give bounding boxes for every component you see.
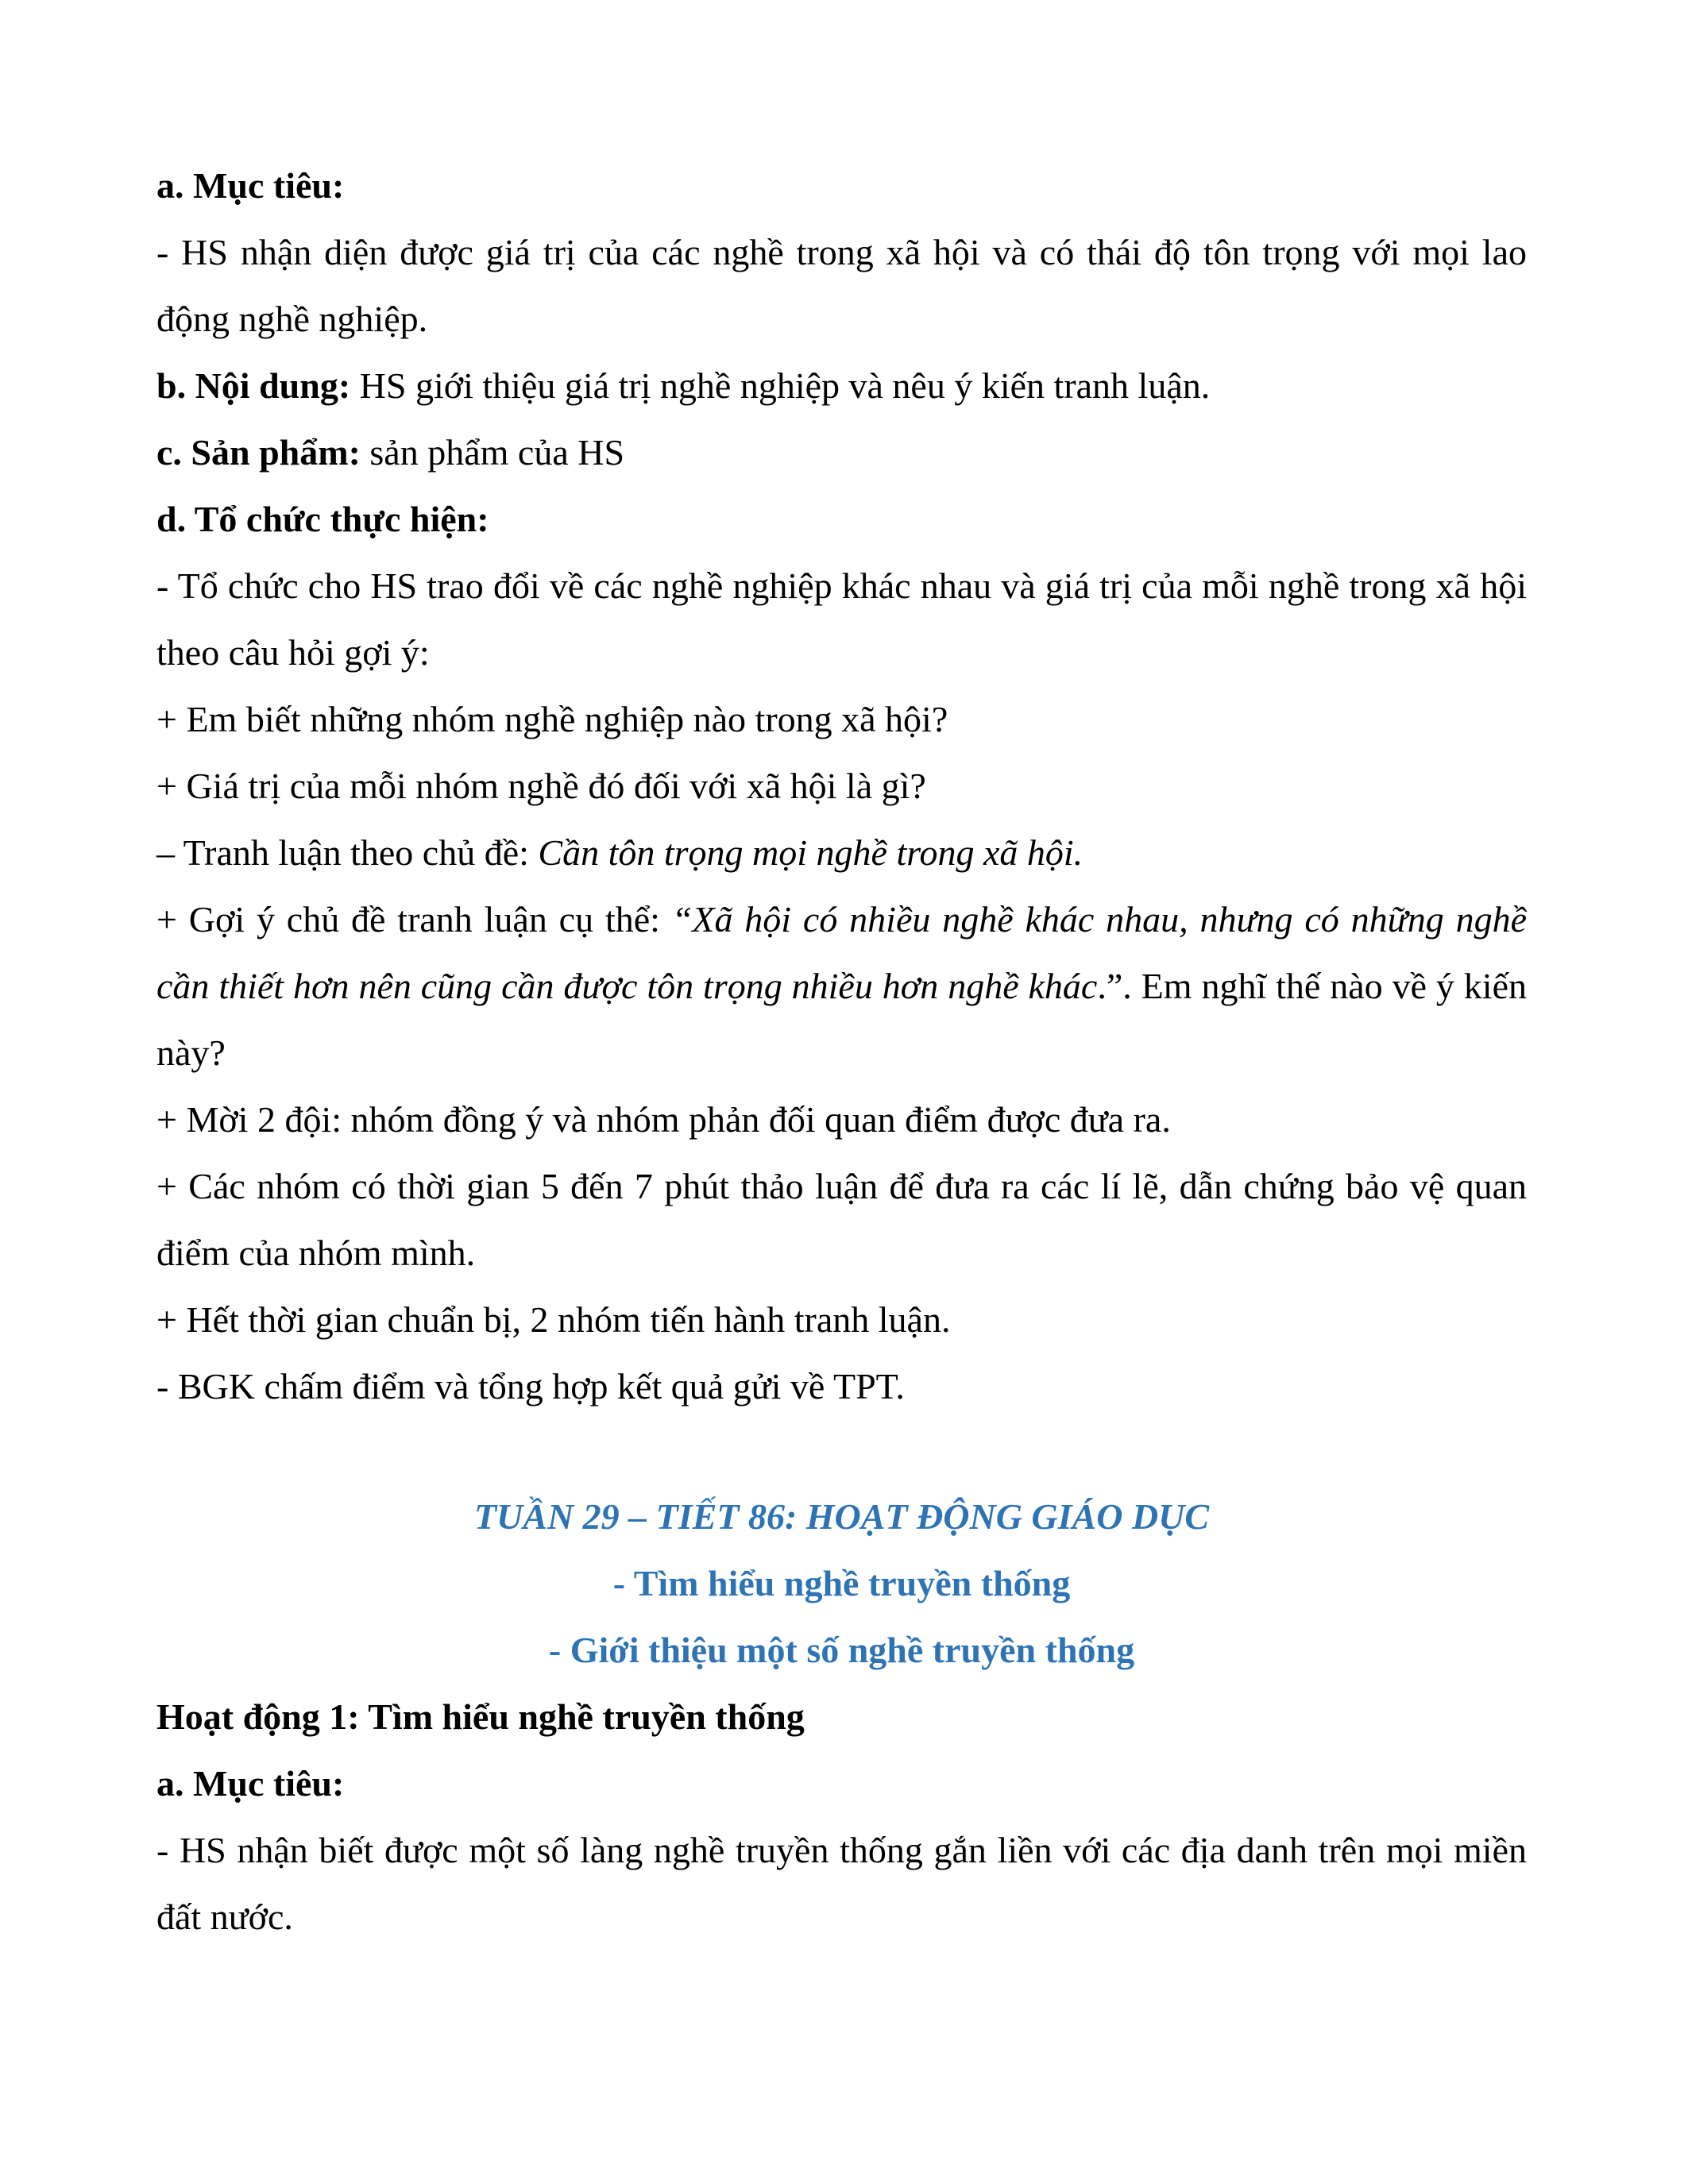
subtitle-1: - Tìm hiểu nghề truyền thống (612, 1563, 1071, 1603)
question-2: + Giá trị của mỗi nhóm nghề đó đối với xã hội là gì? (156, 766, 926, 806)
product-label: c. Sản phẩm: (156, 432, 361, 473)
hint-suffix: .”. Em nghĩ thế nào về ý kiến này? (156, 966, 1527, 1073)
hint-paragraph (156, 886, 1527, 1086)
goal-text-2: - HS nhận biết được một số làng nghề truyền thống gắn liền với các địa danh trên mọi miền đất nước. (156, 1830, 1527, 1937)
content-paragraph (156, 353, 1527, 419)
debate-prefix: – Tranh luận theo chủ đề: (156, 832, 539, 873)
goal-text: - HS nhận diện được giá trị của các nghề trong xã hội và có thái độ tôn trọng với mọi lao động nghề nghiệp. (156, 232, 1527, 339)
step-2: + Các nhóm có thời gian 5 đến 7 phút thảo luận để đưa ra các lí lẽ, dẫn chứng bảo vệ quan điểm của nhóm mình. (156, 1166, 1527, 1273)
organization-heading: d. Tổ chức thực hiện: (156, 499, 489, 539)
section-spacer (156, 1420, 1527, 1484)
content-label: b. Nội dung: (156, 365, 351, 406)
step-3: + Hết thời gian chuẩn bị, 2 nhóm tiến hành tranh luận. (156, 1299, 951, 1340)
hint-quote: “Xã hội có nhiều nghề khác nhau, nhưng có những nghề cần thiết hơn nên cũng cần được tôn trọng nhiều hơn nghề khác (156, 899, 1527, 1006)
document-page (156, 152, 1527, 1951)
activity-heading: Hoạt động 1: Tìm hiểu nghề truyền thống (156, 1696, 805, 1737)
debate-paragraph (156, 820, 1527, 886)
step-4: - BGK chấm điểm và tổng hợp kết quả gửi về TPT. (156, 1366, 905, 1406)
goal-heading: a. Mục tiêu: (156, 165, 345, 206)
step-1: + Mời 2 đội: nhóm đồng ý và nhóm phản đối quan điểm được đưa ra. (156, 1099, 1171, 1140)
content-text: HS giới thiệu giá trị nghề nghiệp và nêu ý kiến tranh luận. (350, 365, 1211, 406)
question-1: + Em biết những nhóm nghề nghiệp nào trong xã hội? (156, 699, 948, 739)
debate-topic: Cần tôn trọng mọi nghề trong xã hội. (538, 832, 1083, 873)
week-title: TUẦN 29 – TIẾT 86: HOẠT ĐỘNG GIÁO DỤC (473, 1496, 1210, 1537)
product-paragraph (156, 419, 1527, 486)
goal-heading-2: a. Mục tiêu: (156, 1763, 345, 1804)
organization-text: - Tổ chức cho HS trao đổi về các nghề nghiệp khác nhau và giá trị của mỗi nghề trong xã hội theo câu hỏi gợi ý: (156, 565, 1527, 673)
hint-prefix: + Gợi ý chủ đề tranh luận cụ thể: (156, 899, 672, 940)
product-text: sản phẩm của HS (360, 432, 625, 473)
subtitle-2: - Giới thiệu một số nghề truyền thống (548, 1630, 1135, 1670)
